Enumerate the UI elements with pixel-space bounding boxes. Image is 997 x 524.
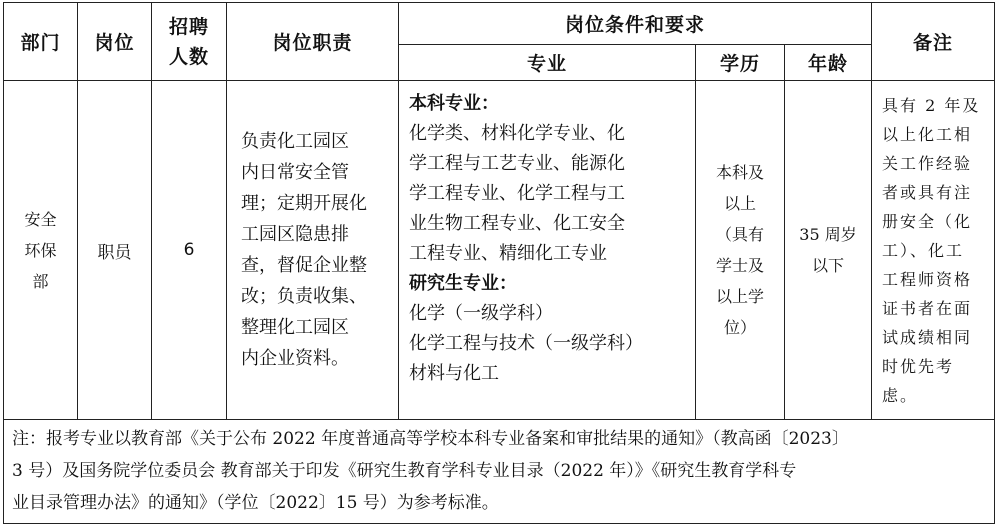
header-age: 年龄 — [785, 45, 872, 81]
remark-line: 具有 2 年及 — [882, 95, 981, 115]
education-line: 学士及 — [715, 256, 764, 275]
header-hire-count-line2: 人数 — [168, 45, 209, 68]
major-section-undergrad: 本科专业： — [409, 93, 499, 114]
remark-line: 者或具有注 — [882, 182, 973, 202]
remark-line: 试成绩相同 — [882, 327, 973, 347]
header-remarks: 备注 — [872, 3, 995, 81]
duty-line: 负责化工园区 — [241, 131, 349, 152]
remark-line: 关工作经验 — [882, 153, 973, 173]
education-line: 以上 — [723, 194, 756, 213]
duty-line: 改；负责收集、 — [241, 286, 367, 307]
duty-line: 工园区隐患排 — [241, 224, 349, 245]
major-line: 工程专业、精细化工专业 — [409, 243, 607, 264]
cell-age — [785, 81, 872, 420]
remark-line: 以上化工相 — [882, 124, 973, 144]
major-line: 化学（一级学科） — [409, 303, 553, 324]
job-requirements-table-wrapper — [3, 2, 994, 522]
remark-line: 工）、化工 — [882, 240, 965, 260]
major-line: 业生物工程专业、化工安全 — [409, 213, 625, 234]
cell-education — [696, 81, 785, 420]
remark-line: 时优先考 — [882, 356, 955, 376]
header-hire-count — [152, 3, 227, 81]
age-line: 以下 — [812, 256, 845, 275]
duty-line: 内企业资料。 — [241, 348, 349, 369]
major-line: 材料与化工 — [409, 363, 499, 384]
footnote-line: 3 号）及国务院学位委员会 教育部关于印发《研究生教育学科专业目录（2022 年）》《研究生教育学科专 — [12, 461, 797, 481]
education-line: （具有 — [715, 225, 764, 244]
header-hire-count-line1: 招聘 — [168, 15, 209, 38]
education-line: 以上学 — [715, 287, 764, 306]
education-line: 本科及 — [715, 163, 764, 182]
remark-line: 证书者在面 — [882, 298, 973, 318]
cell-dept — [4, 81, 78, 420]
header-post: 岗位 — [78, 3, 152, 81]
duty-line: 整理化工园区 — [241, 317, 349, 338]
dept-line: 安全 — [24, 209, 57, 229]
dept-line: 环保 — [24, 240, 57, 260]
cell-duty — [227, 81, 399, 420]
cell-hire-count: 6 — [152, 81, 227, 420]
job-requirements-table — [3, 2, 995, 524]
age-line: 35 周岁 — [799, 225, 857, 244]
duty-line: 理；定期开展化 — [241, 193, 367, 214]
duty-line: 查，督促企业整 — [241, 255, 367, 276]
cell-major — [399, 81, 696, 420]
header-major: 专业 — [399, 45, 696, 81]
major-line: 学工程专业、化学工程与工 — [409, 183, 625, 204]
header-dept: 部门 — [4, 3, 78, 81]
remark-line: 册安全（化 — [882, 211, 973, 231]
footnote-line: 业目录管理办法》的通知》（学位〔2022〕15 号）为参考标准。 — [12, 493, 499, 513]
cell-post: 职员 — [78, 81, 152, 420]
remark-line: 工程师资格 — [882, 269, 973, 289]
dept-line: 部 — [32, 271, 49, 291]
major-section-graduate: 研究生专业： — [409, 273, 517, 294]
header-duty: 岗位职责 — [227, 3, 399, 81]
footnote — [4, 420, 995, 524]
remark-line: 虑。 — [882, 385, 919, 405]
duty-line: 内日常安全管 — [241, 162, 349, 183]
header-requirements: 岗位条件和要求 — [399, 3, 872, 45]
cell-remarks — [872, 81, 995, 420]
major-line: 学工程与工艺专业、能源化 — [409, 153, 625, 174]
major-line: 化学类、材料化学专业、化 — [409, 123, 625, 144]
header-education: 学历 — [696, 45, 785, 81]
major-line: 化学工程与技术（一级学科） — [409, 333, 643, 354]
footnote-line: 注：报考专业以教育部《关于公布 2022 年度普通高等学校本科专业备案和审批结果的通知》（教高函〔2023〕 — [12, 429, 849, 449]
education-line: 位） — [723, 318, 756, 337]
